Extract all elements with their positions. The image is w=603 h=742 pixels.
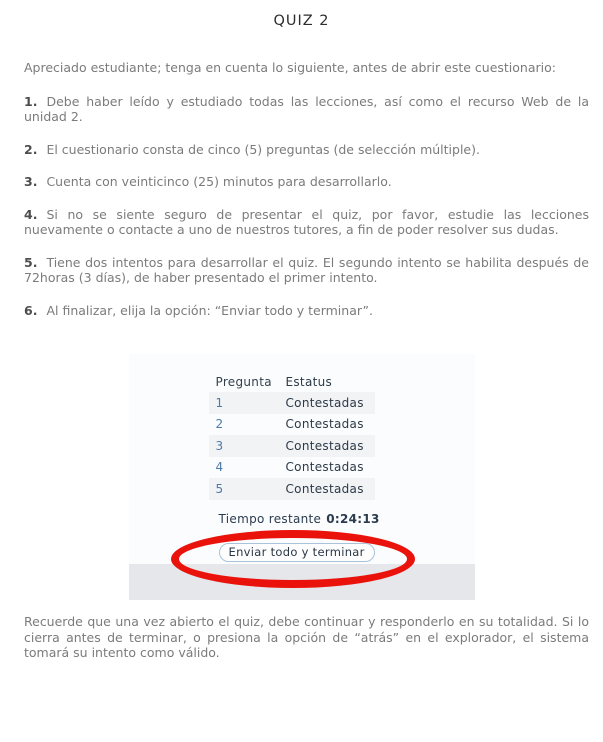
table-row (209, 392, 375, 414)
instruction-item (24, 255, 589, 286)
question-number-link: 3 (215, 438, 224, 453)
instruction-number: 3. (24, 174, 38, 189)
table-row (209, 457, 375, 479)
table-row (209, 435, 375, 457)
question-number-link: 2 (215, 417, 224, 432)
question-number-link: 5 (215, 481, 224, 496)
question-status: Contestadas (285, 395, 364, 410)
instruction-item (24, 174, 589, 190)
timer-value: 0:24:13 (326, 512, 380, 526)
footer-section (0, 614, 603, 661)
question-number-link: 4 (215, 460, 224, 475)
enviar-todo-button: Enviar todo y terminar (219, 543, 375, 562)
instruction-text: El cuestionario consta de cinco (5) preguntas (de selección múltiple). (46, 141, 480, 157)
time-remaining (219, 512, 380, 526)
instruction-number: 5. (24, 254, 38, 270)
instruction-number: 6. (24, 302, 38, 318)
instruction-text: Debe haber leído y estudiado todas las lecciones, así como el recurso Web de la unidad 2. (24, 93, 589, 124)
column-header-pregunta: Pregunta (215, 374, 272, 389)
instruction-item (24, 94, 589, 125)
instructions-section (0, 60, 603, 318)
timer-label: Tiempo restante (218, 512, 322, 526)
question-status: Contestadas (285, 417, 364, 432)
column-header-estatus: Estatus (285, 374, 333, 389)
instruction-item (24, 142, 589, 158)
instruction-text: Si no se siente seguro de presentar el quiz, por favor, estudie las lecciones nuevamente o contacte a uno de nuestros tutores, a fin de poder resolver sus dudas. (24, 206, 589, 237)
instruction-item (24, 207, 589, 238)
instruction-number: 1. (24, 93, 38, 109)
quiz-status-table (209, 371, 375, 500)
question-status: Contestadas (285, 481, 364, 496)
footer-note: Recuerde que una vez abierto el quiz, debe continuar y responderlo en su totalidad. Si lo cierra antes de terminar, o presiona la opción de “atrás” en el explorador, el sistema tomará su intento como válido. (24, 614, 589, 660)
instruction-number: 2. (24, 141, 38, 157)
page-title: QUIZ 2 (273, 13, 330, 29)
instruction-number: 4. (24, 206, 38, 222)
question-status: Contestadas (285, 438, 364, 453)
instruction-text: Al finalizar, elija la opción: “Enviar todo y terminar”. (46, 302, 373, 318)
instruction-item (24, 303, 589, 319)
question-status: Contestadas (285, 460, 364, 475)
instruction-text: Tiene dos intentos para desarrollar el quiz. El segundo intento se habilita después de 72horas (3 días), de haber presentado el primer intento. (24, 254, 589, 285)
highlight-ellipse (171, 530, 415, 588)
table-header-row (209, 371, 375, 392)
table-row (209, 478, 375, 500)
instruction-text: Cuenta con veinticinco (25) minutos para desarrollarlo. (46, 174, 392, 189)
intro-paragraph: Apreciado estudiante; tenga en cuenta lo siguiente, antes de abrir este cuestionario: (24, 60, 556, 75)
question-number-link: 1 (215, 395, 224, 410)
quiz-summary-screenshot (129, 354, 475, 600)
table-row (209, 414, 375, 436)
